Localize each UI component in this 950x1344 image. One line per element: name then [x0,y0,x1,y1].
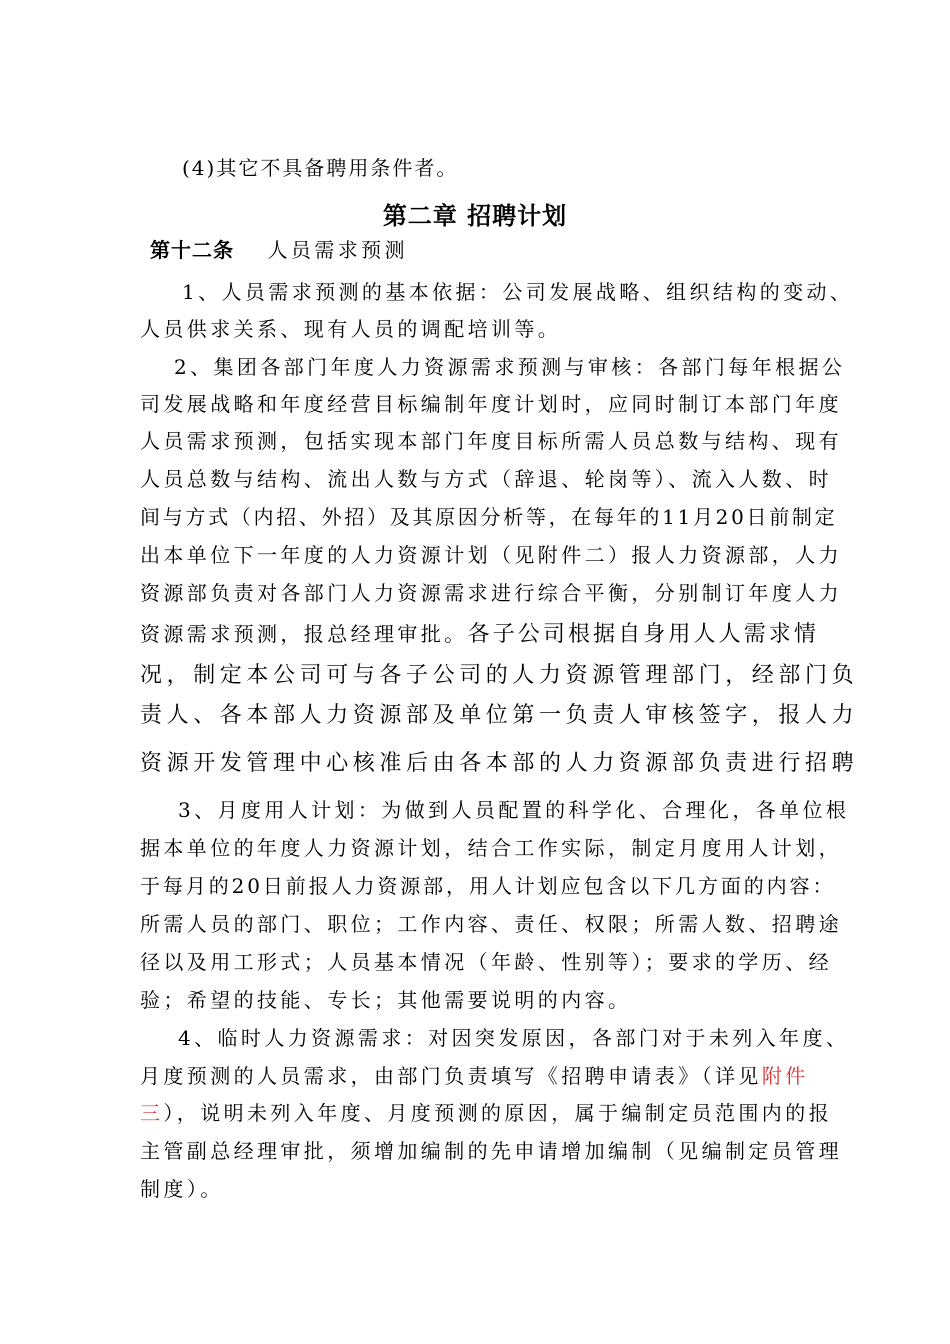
appendix-3-link[interactable]: 三 [140,1101,164,1125]
paragraph-2-line: 出本单位下一年度的人力资源计划（见附件二）报人力资源部，人力 [140,543,842,567]
paragraph-1-line: 人员供求关系、现有人员的调配培训等。 [140,317,562,341]
paragraph-2-segment: 资源需求预测，报总经理审批。 [140,622,468,646]
paragraph-3-line: 验；希望的技能、专长；其他需要说明的内容。 [140,988,632,1012]
paragraph-4-segment: 月度预测的人员需求，由部门负责填写《招聘申请表》（详见 [140,1064,762,1088]
paragraph-4-line [140,1064,809,1088]
paragraph-2-line: 2、集团各部门年度人力资源需求预测与审核：各部门每年根据公 [174,355,846,379]
article-label: 第十二条 [150,238,234,262]
paragraph-3-line: 据本单位的年度人力资源计划，结合工作实际，制定月度用人计划， [140,836,842,860]
paragraph-4-line: 主管副总经理审批，须增加编制的先申请增加编制（见编制定员管理 [140,1139,842,1163]
paragraph-4-line [140,1101,832,1125]
paragraph-2-line: 人员需求预测，包括实现本部门年度目标所需人员总数与结构、现有 [140,429,842,453]
paragraph-2-line: 况，制定本公司可与各子公司的人力资源管理部门，经部门负 [140,663,859,688]
paragraph-4-line: 制度）。 [140,1177,224,1201]
paragraph-3-line: 于每月的20日前报人力资源部，用人计划应包含以下几方面的内容： [140,874,836,898]
item-4-text: (4)其它不具备聘用条件者。 [182,156,459,180]
paragraph-3-line: 径以及用工形式；人员基本情况（年龄、性别等）；要求的学历、经 [140,950,832,974]
paragraph-1-line: 1、人员需求预测的基本依据：公司发展战略、组织结构的变动、 [182,280,854,304]
paragraph-2-line: 资源开发管理中心核准后由各本部的人力资源部负责进行招聘 [140,751,859,776]
paragraph-2-line: 责人、各本部人力资源部及单位第一负责人审核签字，报人力 [140,703,859,728]
paragraph-2-segment-large: 各子公司根据自身用人人需求情 [467,622,820,647]
appendix-3-link[interactable]: 附件 [761,1064,809,1088]
paragraph-3-line: 所需人员的部门、职位；工作内容、责任、权限；所需人数、招聘途 [140,912,842,936]
paragraph-4-segment: ），说明未列入年度、月度预测的原因，属于编制定员范围内的报 [163,1101,833,1125]
chapter-title: 第二章 招聘计划 [382,202,568,230]
article-heading [150,238,408,262]
paragraph-2-line: 司发展战略和年度经营目标编制年度计划时，应同时制订本部门年度 [140,392,842,416]
article-title: 人员需求预测 [267,238,408,262]
paragraph-2-line [140,622,819,647]
paragraph-2-line: 间与方式（内招、外招）及其原因分析等，在每年的11月20日前制定 [140,505,838,529]
paragraph-2-line: 资源部负责对各部门人力资源需求进行综合平衡，分别制订年度人力 [140,581,842,605]
paragraph-3-line: 3、月度用人计划：为做到人员配置的科学化、合理化，各单位根 [178,798,850,822]
paragraph-2-line: 人员总数与结构、流出人数与方式（辞退、轮岗等）、流入人数、时 [140,467,832,491]
paragraph-4-line: 4、临时人力资源需求：对因突发原因，各部门对于未列入年度、 [178,1026,850,1050]
